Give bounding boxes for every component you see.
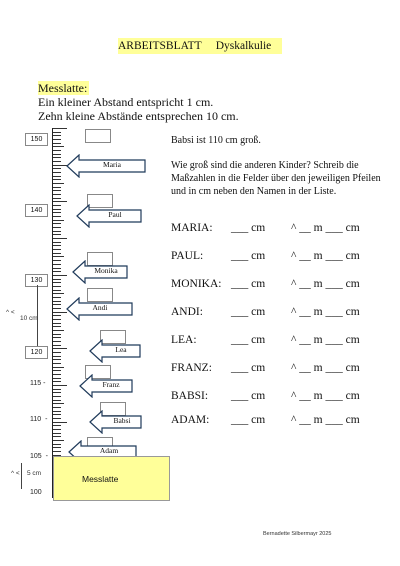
ruler-mark-115-suffix: - <box>43 380 46 387</box>
ruler-mark-110 <box>30 416 47 423</box>
ruler-tick <box>53 223 61 224</box>
ruler-tick <box>53 359 61 360</box>
answer-m-cm-field[interactable]: ^ __ m ___ cm <box>291 250 360 262</box>
ruler-tick <box>53 216 61 217</box>
ruler-tick <box>53 396 61 397</box>
ruler-tick <box>53 323 61 324</box>
ruler-tick <box>53 440 64 441</box>
ruler-tick <box>53 429 61 430</box>
ruler-tick <box>53 389 61 390</box>
ruler-tick <box>53 256 64 257</box>
answer-name: BABSI: <box>171 390 209 402</box>
caret-hint-lower: ^ < <box>11 470 20 477</box>
ruler-tick <box>53 187 61 188</box>
ruler-tick <box>53 132 61 133</box>
ruler-tick <box>53 231 61 232</box>
ruler-tick <box>53 128 67 129</box>
answer-m-cm-field[interactable]: ^ __ m ___ cm <box>291 414 360 426</box>
answer-name: MONIKA: <box>171 278 222 290</box>
ruler-tick <box>53 172 61 173</box>
ruler-tick <box>53 392 61 393</box>
answer-cm-field[interactable]: ___ cm <box>231 390 266 402</box>
subject-text: Dyskalkulie <box>215 40 272 52</box>
ruler-tick <box>53 345 61 346</box>
answer-name: LEA: <box>171 334 197 346</box>
arrow-label-paul: Paul <box>108 210 122 219</box>
ruler-tick <box>53 179 61 180</box>
arrow-label-monika: Monika <box>94 266 118 275</box>
intro-line-2: Zehn kleine Abstände entsprechen 10 cm. <box>38 109 239 123</box>
ruler-tick <box>53 315 61 316</box>
ruler-mark-130: 130 <box>25 274 48 287</box>
ruler-tick <box>53 212 61 213</box>
arrow-label-adam: Adam <box>99 446 119 455</box>
ruler-tick <box>53 304 61 305</box>
ruler-mark-105-suffix: - <box>45 453 48 460</box>
ruler-tick <box>53 198 61 199</box>
answer-cm-field[interactable]: ___ cm <box>231 414 266 426</box>
ruler-tick <box>53 367 64 368</box>
worksheet-title <box>118 38 282 54</box>
answer-cm-field[interactable]: ___ cm <box>231 334 266 346</box>
ruler-tick <box>53 378 61 379</box>
ruler-tick <box>53 143 61 144</box>
arrow-label-babsi: Babsi <box>113 416 131 425</box>
ruler-tick <box>53 451 61 452</box>
arrow-lea <box>89 339 169 363</box>
ruler-tick <box>53 205 61 206</box>
answer-m-cm-field[interactable]: ^ __ m ___ cm <box>291 390 360 402</box>
ruler-tick <box>53 146 64 147</box>
arrow-franz <box>79 374 159 398</box>
ruler-tick <box>53 194 61 195</box>
title-text: ARBEITSBLATT <box>118 40 202 52</box>
ruler-tick <box>53 385 67 386</box>
answer-cm-field[interactable]: ___ cm <box>231 250 266 262</box>
ruler-tick <box>53 447 61 448</box>
ruler-tick <box>53 220 64 221</box>
ruler-tick <box>53 290 61 291</box>
ruler-tick <box>53 363 61 364</box>
intro-heading: Messlatte: <box>38 81 88 95</box>
ruler-tick <box>53 312 67 313</box>
ruler-tick <box>53 165 67 166</box>
ruler-tick <box>53 422 67 423</box>
ruler-tick <box>53 275 67 276</box>
ruler-tick <box>53 418 61 419</box>
ruler-tick <box>53 209 61 210</box>
ruler-mark-150: 150 <box>25 133 48 146</box>
arrow-babsi <box>89 410 169 434</box>
answer-name: PAUL: <box>171 250 204 262</box>
ruler-tick <box>53 150 61 151</box>
answer-cm-field[interactable]: ___ cm <box>231 222 266 234</box>
ruler-tick <box>53 238 67 239</box>
ruler-mark-115-value: 115 <box>30 380 42 387</box>
arrow-maria <box>66 154 146 178</box>
five-cm-label: 5 cm <box>27 470 42 477</box>
answer-m-cm-field[interactable]: ^ __ m ___ cm <box>291 306 360 318</box>
answer-cm-field[interactable]: ___ cm <box>231 278 266 290</box>
ruler-tick <box>53 260 61 261</box>
ruler-tick <box>53 356 61 357</box>
ruler-tick <box>53 190 61 191</box>
ruler-tick <box>53 433 61 434</box>
ruler-tick <box>53 183 64 184</box>
ruler-tick <box>53 326 61 327</box>
ruler-tick <box>53 370 61 371</box>
ruler-tick <box>53 400 61 401</box>
ruler-mark-140: 140 <box>25 204 48 217</box>
ruler-tick <box>53 352 61 353</box>
ruler-tick <box>53 330 64 331</box>
ruler-tick <box>53 286 61 287</box>
ruler-mark-105 <box>30 453 48 460</box>
ruler-tick <box>53 245 61 246</box>
ruler-tick <box>53 227 61 228</box>
answer-box-maria[interactable] <box>85 129 111 143</box>
ruler-tick <box>53 154 61 155</box>
ruler-tick <box>53 444 61 445</box>
answer-cm-field[interactable]: ___ cm <box>231 362 266 374</box>
footer-author: Bernadette Silbermayr 2025 <box>263 531 332 537</box>
answer-m-cm-field[interactable]: ^ __ m ___ cm <box>291 278 360 290</box>
ruler-tick <box>53 168 61 169</box>
ruler-mark-105-value: 105 <box>30 453 42 460</box>
ruler-tick <box>53 268 61 269</box>
ruler-tick <box>53 201 67 202</box>
ruler-tick <box>53 157 61 158</box>
ruler-mark-100: 100 <box>30 489 42 496</box>
arrow-label-lea: Lea <box>115 345 127 354</box>
ruler-tick <box>53 242 61 243</box>
ruler-tick <box>53 374 61 375</box>
ruler-tick <box>53 249 61 250</box>
arrow-andi <box>66 297 146 321</box>
ruler-tick <box>53 293 64 294</box>
ruler-tick <box>53 334 61 335</box>
ten-cm-label: 10 cm <box>20 315 38 322</box>
ruler-tick <box>53 337 61 338</box>
answer-cm-field[interactable]: ___ cm <box>231 306 266 318</box>
ruler-tick <box>53 139 61 140</box>
answer-m-cm-field[interactable]: ^ __ m ___ cm <box>291 334 360 346</box>
caret-hint-upper: ^ < <box>6 309 15 316</box>
ruler-tick <box>53 436 61 437</box>
ruler-tick <box>53 348 67 349</box>
ruler-tick <box>53 403 64 404</box>
ruler-mark-115 <box>30 380 45 387</box>
ruler-tick <box>53 234 61 235</box>
answer-name: ANDI: <box>171 306 203 318</box>
ruler-tick <box>53 411 61 412</box>
ruler-tick <box>53 341 61 342</box>
ruler-tick <box>53 301 61 302</box>
ruler-mark-120: 120 <box>25 346 48 359</box>
arrow-paul <box>76 204 156 228</box>
five-cm-bracket <box>21 463 22 489</box>
intro-line-1: Ein kleiner Abstand entspricht 1 cm. <box>38 95 214 109</box>
ruler-tick <box>53 282 61 283</box>
ruler-mark-110-suffix: - <box>45 416 48 423</box>
task-question: Wie groß sind die anderen Kinder? Schreib die Maßzahlen in die Felder über den jeweiligen Pfeilen und in cm neben den Namen in der Liste. <box>171 160 381 197</box>
ruler-tick <box>53 161 61 162</box>
arrow-label-franz: Franz <box>102 380 120 389</box>
ruler-tick <box>53 279 61 280</box>
answer-m-cm-field[interactable]: ^ __ m ___ cm <box>291 222 360 234</box>
ruler-tick <box>53 319 61 320</box>
answer-m-cm-field[interactable]: ^ __ m ___ cm <box>291 362 360 374</box>
messlatte-base <box>53 456 170 501</box>
ruler-tick <box>53 414 61 415</box>
ruler-tick <box>53 407 61 408</box>
ruler-tick <box>53 308 61 309</box>
ruler-mark-110-value: 110 <box>30 416 42 423</box>
ruler-tick <box>53 381 61 382</box>
ruler-tick <box>53 135 61 136</box>
ruler-tick <box>53 264 61 265</box>
messlatte-label: Messlatte <box>82 474 119 484</box>
arrow-label-maria: Maria <box>103 160 121 169</box>
ruler-tick <box>53 297 61 298</box>
answer-name: MARIA: <box>171 222 213 234</box>
arrow-monika <box>72 260 152 284</box>
answer-name: FRANZ: <box>171 362 212 374</box>
ruler-tick <box>53 271 61 272</box>
task-given: Babsi ist 110 cm groß. <box>171 135 261 146</box>
ruler-tick <box>53 176 61 177</box>
ruler-tick <box>53 253 61 254</box>
arrow-label-andi: Andi <box>92 303 108 312</box>
ruler-tick <box>53 425 61 426</box>
answer-name: ADAM: <box>171 414 210 426</box>
